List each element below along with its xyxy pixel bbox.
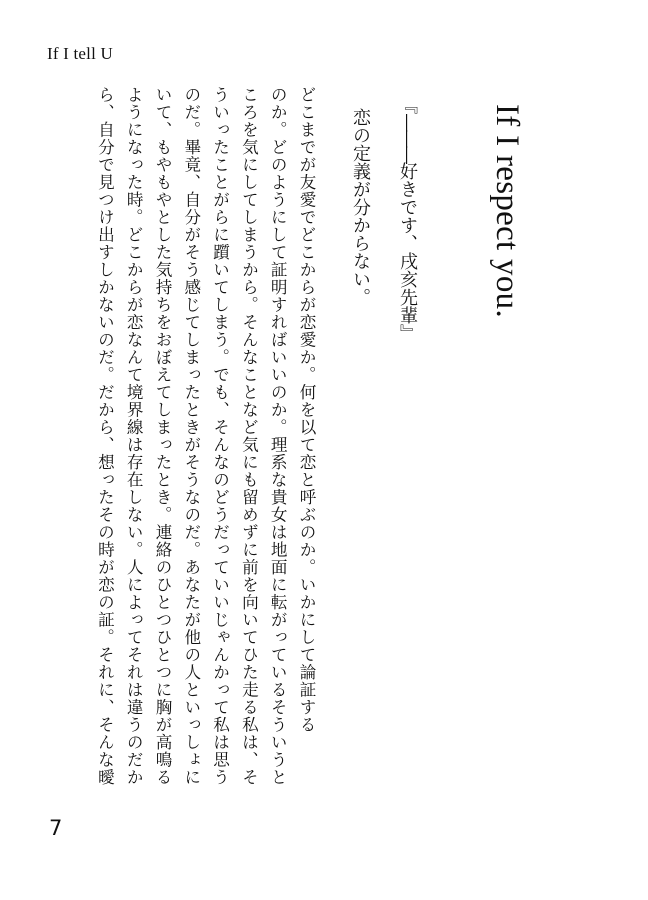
body-line: いて、もやもやとした気持ちをおぼえてしまったとき。連絡のひとつひとつに胸が高鳴る xyxy=(153,86,173,786)
epigraph xyxy=(392,96,422,356)
epigraph-text: 好きです、戌亥先輩 xyxy=(397,162,418,324)
chapter-title: If I respect you. xyxy=(489,104,525,319)
body-line: のだ。畢竟、自分がそう感じてしまったときがそうなのだ。あなたが他の人といっしょに xyxy=(181,86,201,786)
running-head: If I tell U xyxy=(47,44,113,63)
body-text xyxy=(90,86,320,801)
page-number: 7 xyxy=(49,816,63,840)
epigraph-open-bracket: 『 xyxy=(397,96,418,114)
body-line: ういったことがらに躓いてしまう。でも、そんなのどうだっていいじゃんかって私は思う xyxy=(210,86,230,786)
epigraph-close-bracket: 』 xyxy=(397,324,418,342)
body-line: ら、自分で見つけ出すしかないのだ。だから、想ったその時が恋の証。それに、そんな曖 xyxy=(95,86,115,786)
epigraph-dash: ――― xyxy=(397,114,418,162)
body-line: ようになった時。どこからが恋なんて境界線は存在しない。人によってそれは違うのだか xyxy=(124,86,144,786)
body-line: のか。どのようにして証明すればいいのか。理系な貴女は地面に転がっているそういうと xyxy=(268,86,288,786)
body-line: どこまでが友愛でどこからが恋愛か。何を以て恋と呼ぶのか。いかにして論証する xyxy=(297,86,316,734)
tagline: 恋の定義が分からない。 xyxy=(350,108,371,306)
body-line: ころを気にしてしまうから。そんなことなど気にも留めずに前を向いてひた走る私は、そ xyxy=(239,86,259,786)
